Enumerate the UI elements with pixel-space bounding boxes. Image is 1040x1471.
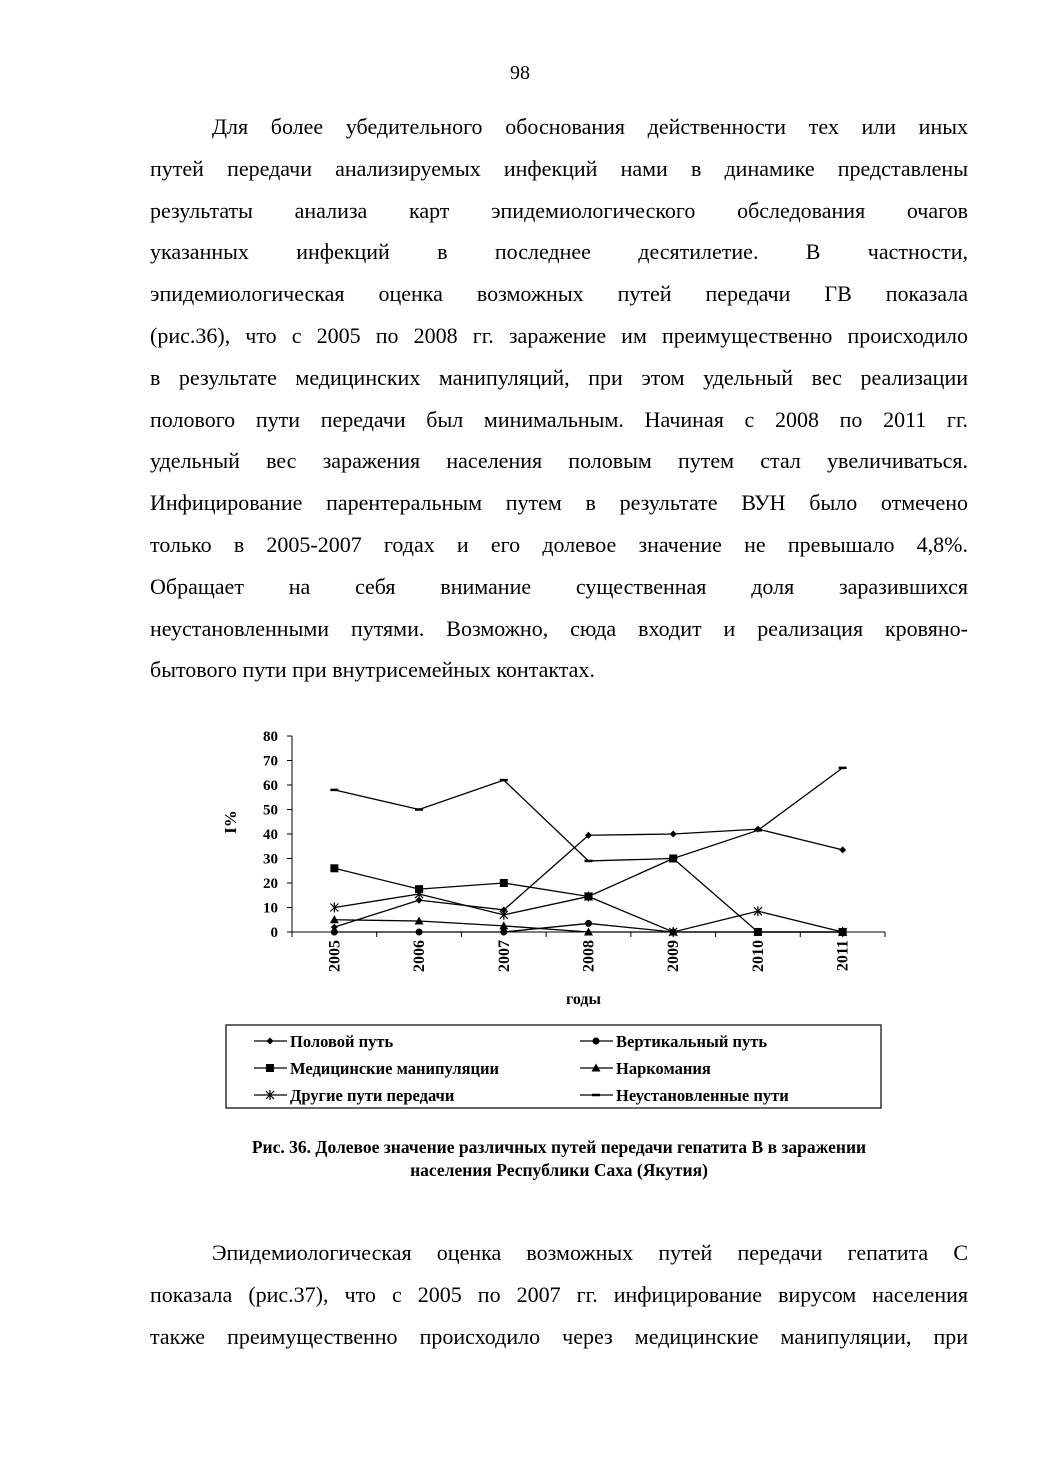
data-point: [670, 831, 677, 838]
y-tick-label: 20: [263, 876, 278, 892]
data-point: [585, 920, 592, 927]
text-line: указанных инфекций в последнее десятилетие. В частности,: [150, 239, 968, 265]
text-line: Инфицирование парентеральным путем в результате ВУН было отмечено: [150, 490, 968, 516]
text-line: также преимущественно происходило через медицинские манипуляции, при: [150, 1323, 968, 1349]
caption-line: Рис. 36. Долевое значение различных путей передачи гепатита В в заражении: [251, 1137, 867, 1157]
data-point: [500, 929, 507, 936]
legend-marker: [593, 1038, 600, 1045]
text-line: результаты анализа карт эпидемиологического обследования очагов: [150, 197, 968, 223]
y-tick-label: 0: [270, 925, 278, 941]
text-line: эпидемиологическая оценка возможных путей передачи ГВ показала: [150, 281, 968, 307]
text-line: Для более убедительного обоснования действенности тех или иных: [212, 114, 968, 139]
data-point: [754, 906, 762, 916]
data-point: [330, 864, 338, 872]
y-tick-label: 30: [263, 851, 278, 868]
legend-marker: [267, 1038, 274, 1045]
text-line: неустановленными путями. Возможно, сюда входит и реализация кровяно-: [150, 615, 968, 641]
text-line: (рис.36), что с 2005 по 2008 гг. заражение им преимущественно происходило: [150, 322, 968, 348]
x-tick-label: 2010: [749, 940, 767, 972]
y-tick-label: 80: [263, 729, 278, 745]
data-point: [500, 879, 508, 887]
legend-label: Половой путь: [290, 1032, 394, 1051]
text-line: только в 2005-2007 годах и его долевое значение не превышало 4,8%.: [150, 531, 968, 557]
text-line: показала (рис.37), что с 2005 по 2007 гг. инфицирование вирусом населения: [150, 1281, 968, 1307]
text-line: путей передачи анализируемых инфекций нами в динамике представлены: [150, 155, 968, 181]
x-tick-label: 2008: [580, 940, 598, 972]
y-tick-label: 70: [263, 753, 278, 770]
text-line: Обращает на себя внимание существенная доля заразившихся: [150, 573, 968, 599]
legend-label: Неустановленные пути: [616, 1086, 789, 1105]
body-paragraph-2: [150, 1232, 968, 1357]
figure-caption: [150, 1136, 968, 1182]
x-tick-label: 2005: [326, 940, 344, 972]
data-point: [416, 929, 423, 936]
legend-label: Наркомания: [616, 1059, 711, 1078]
y-axis-label: I%: [221, 810, 240, 834]
x-tick-label: 2009: [665, 940, 683, 972]
data-point: [839, 846, 846, 853]
page-number: 98: [510, 62, 530, 84]
text-line: бытового пути при внутрисемейных контактах.: [150, 657, 595, 683]
x-tick-label: 2006: [411, 940, 429, 972]
y-tick-label: 10: [263, 900, 278, 917]
y-tick-label: 50: [263, 802, 278, 819]
x-axis-label: годы: [566, 991, 601, 1008]
text-line: удельный вес заражения населения половым путем стал увеличиваться.: [150, 448, 968, 474]
text-line: полового пути передачи был минимальным. Начиная с 2008 по 2011 гг.: [150, 406, 968, 432]
series-line-1: [334, 829, 842, 927]
text-line: Эпидемиологическая оценка возможных путей передачи гепатита С: [212, 1240, 968, 1265]
caption-line: населения Республики Саха (Якутия): [410, 1160, 708, 1180]
series-line-6: [334, 768, 842, 861]
y-tick-label: 40: [263, 827, 278, 843]
legend-label: Медицинские манипуляции: [290, 1059, 500, 1078]
legend-label: Вертикальный путь: [616, 1032, 768, 1051]
data-point: [331, 929, 338, 936]
text-line: в результате медицинских манипуляций, при этом удельный вес реализации: [150, 364, 968, 390]
y-tick-label: 60: [263, 778, 278, 794]
x-tick-label: 2007: [495, 940, 513, 972]
x-tick-label: 2011: [834, 940, 852, 972]
legend-label: Другие пути передачи: [290, 1086, 455, 1105]
legend-marker: [266, 1064, 274, 1072]
